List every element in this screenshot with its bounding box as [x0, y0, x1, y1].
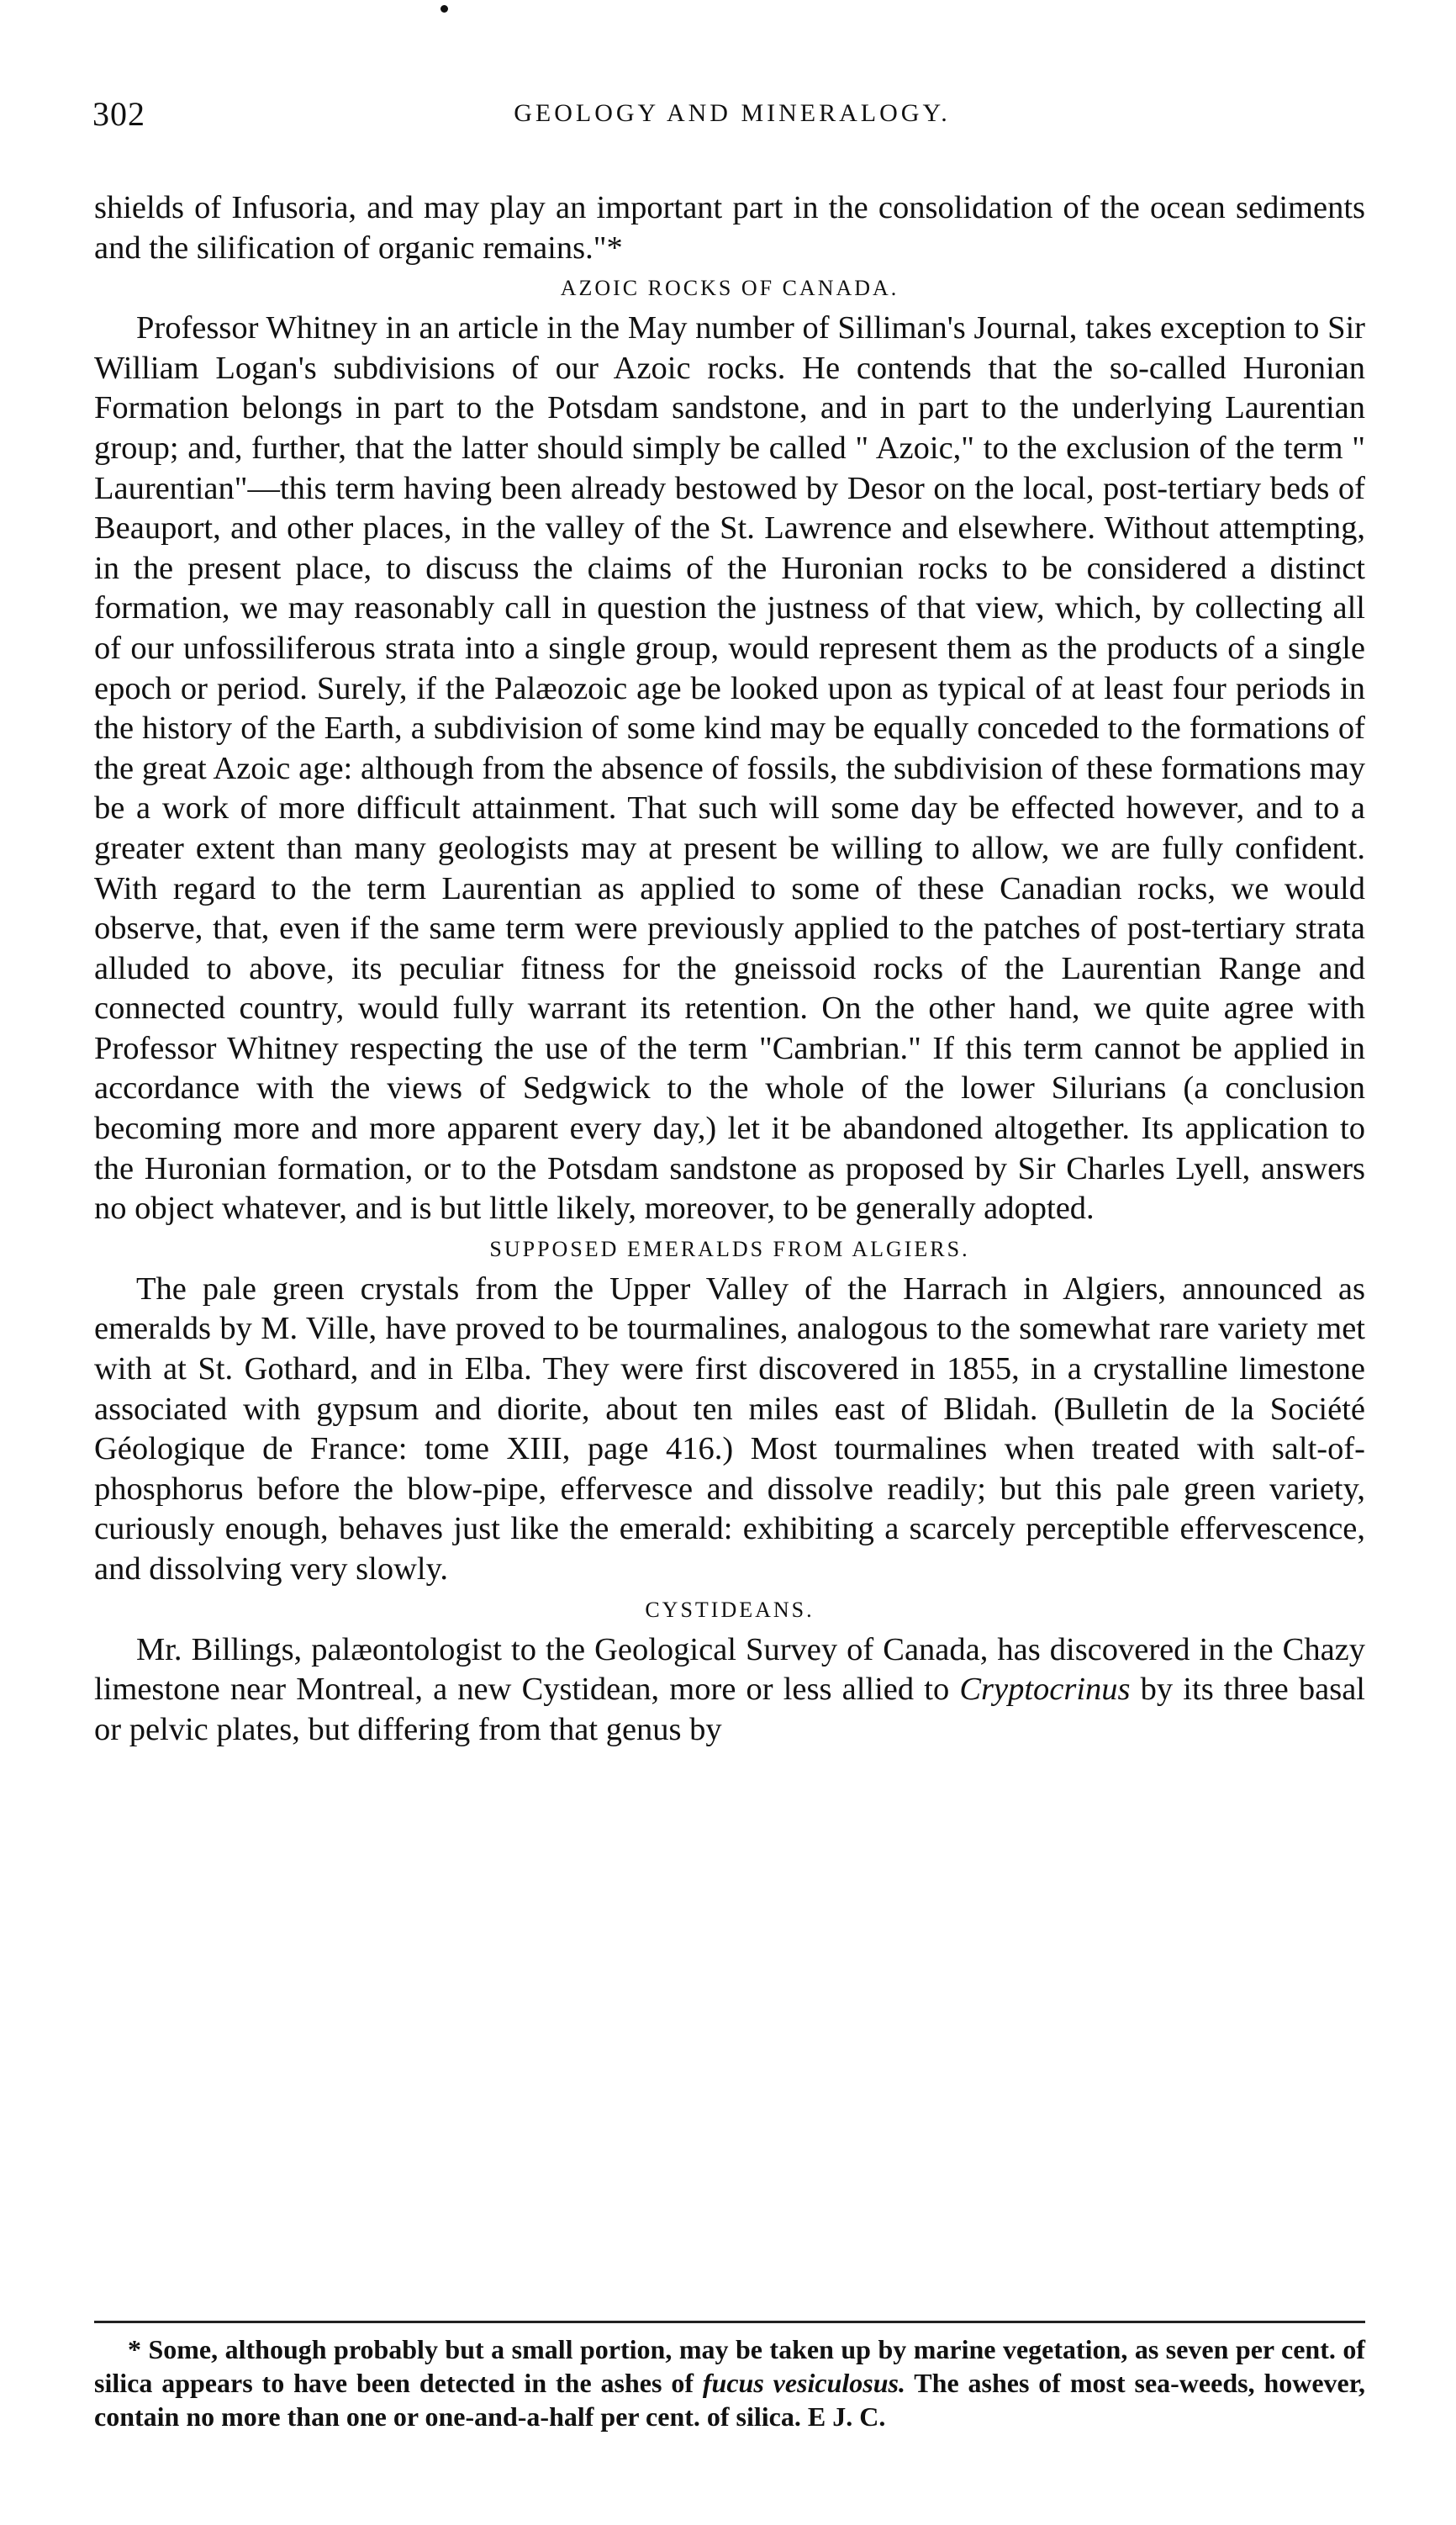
footnote-text-start: * Some, although probably but a small portion, may be taken up by marine vegetation, as seven per cent. of silica appears to have been detected in the ashes of — [94, 2334, 1365, 2398]
printer-mark — [440, 5, 448, 13]
footnote-text-end: The ashes of most sea-weeds, however, contain no more than one or one-and-a-half per cent. of silica. E J. C. — [94, 2368, 1366, 2432]
section-heading-azoic: AZOIC ROCKS OF CANADA. — [560, 276, 899, 301]
main-text — [94, 188, 1365, 1750]
section-heading-cystideans: CYSTIDEANS. — [645, 1597, 815, 1622]
section-heading-emeralds: SUPPOSED EMERALDS FROM ALGIERS. — [489, 1236, 970, 1261]
paragraph-cystideans — [94, 1630, 1365, 1751]
intro-paragraph: shields of Infusoria, and may play an important part in the consolidation of the ocean sediments and the silification of organic remains."* — [94, 190, 1365, 266]
footnote-rule — [94, 2321, 1365, 2323]
genus-name: Cryptocrinus — [959, 1672, 1131, 1708]
paragraph-emeralds: The pale green crystals from the Upper Valley of the Harrach in Algiers, announced as emeralds by M. Ville, have proved to be tourmalines, analogous to the somewhat rare variety met with at St. Gothard, and in Elba. They were first discovered in 1855, in a crystalline limestone associated with gypsum and diorite, about ten miles east of Blidah. (Bulletin de la Société Géologique de France: tome XIII, page 416.) Most tourmalines when treated with salt-of-phosphorus before the blow-pipe, effervesce and dissolve readily; but this pale green variety, curiously enough, behaves just like the emerald: exhibiting a scarcely perceptible effervescence, and dissolving very slowly. — [94, 1270, 1365, 1587]
species-name: fucus vesiculosus. — [702, 2368, 905, 2398]
page-number: 302 — [92, 95, 145, 133]
cystideans-text-start: Mr. Billings, palæontologist to the Geological Survey of Canada, has discovered in the Chazy limestone near Montreal, a new Cystidean, more or less allied to — [94, 1631, 1365, 1708]
cystideans-text-end: by its three basal or pelvic plates, but differing from that genus by — [94, 1672, 1365, 1747]
running-head: GEOLOGY AND MINERALOGY. — [514, 99, 951, 127]
page-header — [92, 94, 1372, 145]
paragraph-azoic: Professor Whitney in an article in the May number of Silliman's Journal, takes exception to Sir William Logan's subdivisions of our Azoic rocks. He contends that the so-called Huronian Formation belongs in part to the Potsdam sandstone, and in part to the underlying Laurentian group; and, further, that the latter should simply be called " Azoic," to the exclusion of the term " Laurentian"—this term having been already bestowed by Desor on the local, post-tertiary beds of Beauport, and other places, in the valley of the St. Lawrence and elsewhere. Without attempting, in the present place, to discuss the claims of the Huronian rocks to be considered a distinct formation, we may reasonably call in question the justness of that view, which, by collecting all of our unfossiliferous strata into a single group, would represent them as the products of a single epoch or period. Surely, if the Palæozoic age be looked upon as typical of at least four periods in the history of the Earth, a subdivision of some kind may be equally conceded to the formations of the great Azoic age: although from the absence of fossils, the subdivision of these formations may be a work of more difficult attainment. That such will some day be effected however, and to a greater extent than many geologists may at present be willing to allow, we are fully confident. With regard to the term Laurentian as applied to some of these Canadian rocks, we would observe, that, even if the same term were previously applied to the patches of post-tertiary strata alluded to above, its peculiar fitness for the gneissoid rocks of the Laurentian Range and connected country, would fully warrant its retention. On the other hand, we quite agree with Professor Whitney respecting the use of the term "Cambrian." If this term cannot be applied in accordance with the views of Sedgwick to the whole of the lower Silurians (a conclusion becoming more and more apparent every day,) let it be abandoned altogether. Its application to the Huronian formation, or to the Potsdam sandstone as proposed by Sir Charles Lyell, answers no object whatever, and is but little likely, moreover, to be generally adopted. — [94, 310, 1365, 1227]
footnote — [94, 2332, 1365, 2433]
